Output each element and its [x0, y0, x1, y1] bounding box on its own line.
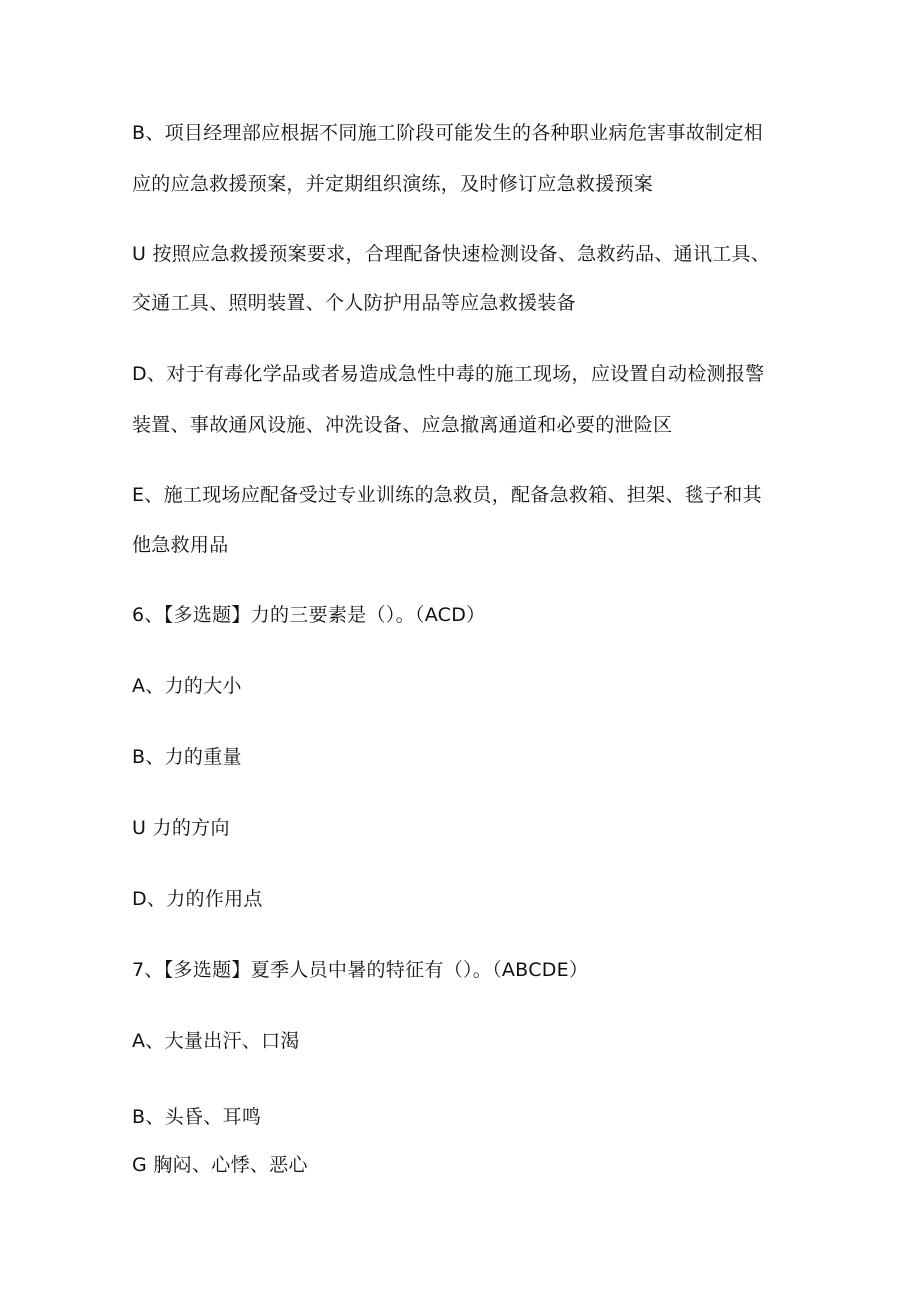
option-text: B、项目经理部应根据不同施工阶段可能发生的各种职业病危害事故制定相 — [132, 122, 763, 144]
option-text: 交通工具、照明装置、个人防护用品等应急救援装备 — [132, 292, 576, 314]
question-7-option-c: G 胸闷、心悸、恶心 — [132, 1154, 308, 1176]
question-7-option-b: B、头昏、耳鸣 — [132, 1106, 262, 1128]
question-6-option-c: U 力的方向 — [132, 817, 230, 839]
option-text: U 按照应急救援预案要求，合理配备快速检测设备、急救药品、通讯工具、 — [132, 243, 771, 265]
question-6-option-b: B、力的重量 — [132, 746, 242, 768]
question-6-option-a: A、力的大小 — [132, 675, 242, 697]
question-6-option-d: D、力的作用点 — [132, 888, 263, 910]
question-6-title: 6、【多选题】力的三要素是（）。（ACD） — [132, 604, 486, 626]
option-text: E、施工现场应配备受过专业训练的急救员，配备急救箱、担架、毯子和其 — [132, 484, 762, 506]
question-7-option-a: A、大量出汗、口渴 — [132, 1030, 300, 1052]
option-text: 装置、事故通风设施、冲洗设备、应急撤离通道和必要的泄险区 — [132, 414, 673, 436]
option-text: 应的应急救援预案，并定期组织演练，及时修订应急救援预案 — [132, 173, 654, 195]
option-text: D、对于有毒化学品或者易造成急性中毒的施工现场，应设置自动检测报警 — [132, 363, 765, 385]
question-7-title: 7、【多选题】夏季人员中暑的特征有（）。（ABCDE） — [132, 959, 589, 981]
option-text: 他急救用品 — [132, 534, 229, 556]
